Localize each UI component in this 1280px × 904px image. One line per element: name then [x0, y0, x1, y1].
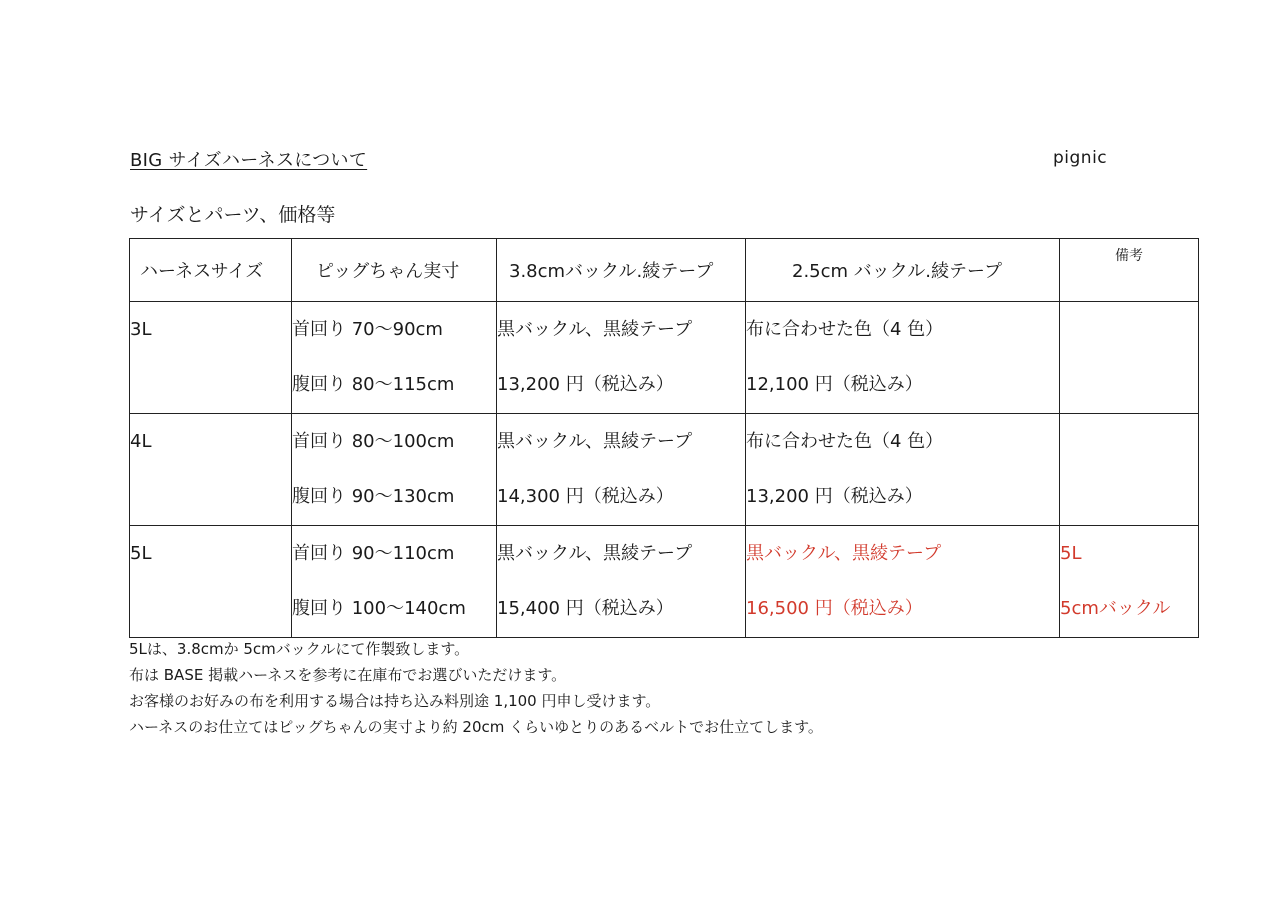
header-38cm-buckle: 3.8cmバックル.綾テープ [497, 239, 746, 302]
document-title: BIG サイズハーネスについて [130, 150, 368, 171]
remarks-cell [1060, 526, 1199, 638]
remark-line [1060, 414, 1198, 469]
table-row [130, 526, 1199, 638]
buckle-25-price: 13,200 円（税込み） [746, 486, 923, 507]
measurement-cell [292, 302, 497, 414]
size-label: 3L [130, 319, 152, 340]
buckle-38-cell [497, 302, 746, 414]
buckle-25-cell [746, 414, 1060, 526]
note-line: お客様のお好みの布を利用する場合は持ち込み料別途 1,100 円申し受けます。 [129, 692, 661, 710]
buckle-38-parts: 黒バックル、黒綾テープ [497, 431, 693, 452]
buckle-25-parts: 布に合わせた色（4 色） [746, 319, 944, 340]
header-25cm-buckle: 2.5cm バックル.綾テープ [746, 239, 1060, 302]
header-harness-size: ハーネスサイズ [130, 239, 292, 302]
size-label: 4L [130, 431, 152, 452]
remark-line [1060, 469, 1198, 524]
table-row [130, 414, 1199, 526]
table-header-row [130, 239, 1199, 302]
remark-line [1060, 302, 1198, 357]
measurement-cell [292, 414, 497, 526]
buckle-25-price: 12,100 円（税込み） [746, 374, 923, 395]
remark-line [1060, 357, 1198, 412]
neck-measure: 首回り 90～110cm [292, 543, 455, 564]
note-line: 5Lは、3.8cmか 5cmバックルにて作製致します。 [129, 640, 470, 658]
buckle-25-price: 16,500 円（税込み） [746, 598, 923, 619]
header-remarks: 備考 [1060, 239, 1199, 302]
size-cell [130, 526, 292, 638]
neck-measure: 首回り 80～100cm [292, 431, 455, 452]
buckle-25-cell [746, 302, 1060, 414]
buckle-38-price: 15,400 円（税込み） [497, 598, 674, 619]
notes-block [129, 636, 823, 740]
buckle-25-parts: 黒バックル、黒綾テープ [746, 543, 942, 564]
remarks-cell [1060, 302, 1199, 414]
belly-measure: 腹回り 90～130cm [292, 486, 455, 507]
note-line: 布は BASE 掲載ハーネスを参考に在庫布でお選びいただけます。 [129, 666, 567, 684]
buckle-38-parts: 黒バックル、黒綾テープ [497, 319, 693, 340]
note-line: ハーネスのお仕立てはピッグちゃんの実寸より約 20cm くらいゆとりのあるベルトでお仕立てします。 [129, 718, 823, 736]
buckle-38-parts: 黒バックル、黒綾テープ [497, 543, 693, 564]
remarks-cell [1060, 414, 1199, 526]
neck-measure: 首回り 70～90cm [292, 319, 443, 340]
buckle-38-price: 13,200 円（税込み） [497, 374, 674, 395]
buckle-38-cell [497, 414, 746, 526]
belly-measure: 腹回り 100～140cm [292, 598, 466, 619]
size-cell [130, 302, 292, 414]
header-pig-measurement: ピッグちゃん実寸 [292, 239, 497, 302]
buckle-25-parts: 布に合わせた色（4 色） [746, 431, 944, 452]
price-table [129, 238, 1199, 638]
section-title: サイズとパーツ、価格等 [130, 204, 336, 226]
measurement-cell [292, 526, 497, 638]
size-label: 5L [130, 543, 152, 564]
remark-line: 5cmバックル [1060, 598, 1171, 619]
buckle-25-cell [746, 526, 1060, 638]
table-row [130, 302, 1199, 414]
brand-name: pignic [1053, 148, 1108, 168]
belly-measure: 腹回り 80～115cm [292, 374, 455, 395]
size-cell [130, 414, 292, 526]
remark-line: 5L [1060, 543, 1082, 564]
buckle-38-cell [497, 526, 746, 638]
buckle-38-price: 14,300 円（税込み） [497, 486, 674, 507]
